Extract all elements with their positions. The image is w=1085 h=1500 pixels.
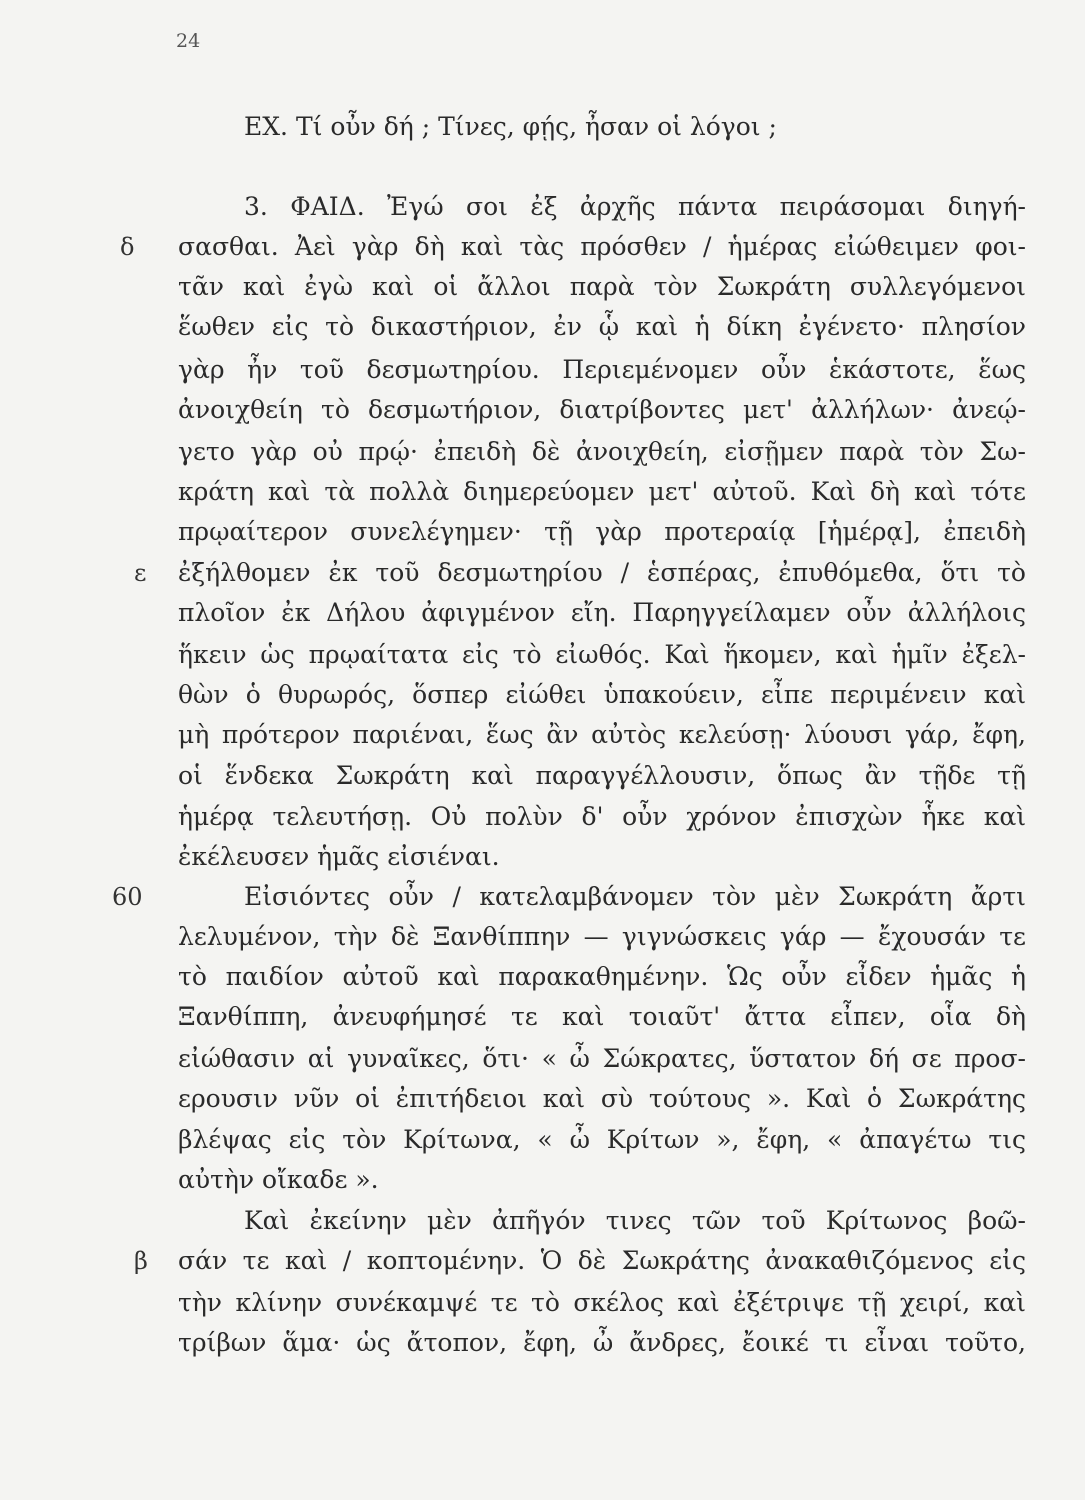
text-line: γετο γὰρ οὐ πρῴ· ἐπειδὴ δὲ ἀνοιχθείη, εἰσῇμεν παρὰ τὸν Σω-	[178, 437, 1026, 466]
text-line: Ξανθίππη, ἀνευφήμησέ τε καὶ τοιαῦτ' ἄττα εἶπεν, οἷα δὴ	[178, 1002, 1026, 1031]
text-line: κράτη καὶ τὰ πολλὰ διημερεύομεν μετ' αὐτοῦ. Καὶ δὴ καὶ τότε	[178, 477, 1026, 506]
text-line: σάν τε καὶ / κοπτομένην. Ὁ δὲ Σωκράτης ἀνακαθιζόμενος εἰς	[178, 1246, 1026, 1275]
text-line: αὐτὴν οἴκαδε ».	[178, 1165, 379, 1194]
text-line: σασθαι. Ἀεὶ γὰρ δὴ καὶ τὰς πρόσθεν / ἡμέρας εἰώθειμεν φοι-	[178, 232, 1026, 261]
margin-mark-delta: δ	[120, 233, 135, 261]
text-line: οἱ ἕνδεκα Σωκράτη καὶ παραγγέλλουσιν, ὅπως ἂν τῇδε τῇ	[178, 761, 1026, 790]
text-line: ἐξήλθομεν ἐκ τοῦ δεσμωτηρίου / ἑσπέρας, ἐπυθόμεθα, ὅτι τὸ	[178, 558, 1026, 587]
page-number: 24	[176, 30, 201, 52]
margin-mark-beta: β	[134, 1247, 148, 1275]
text-line: πλοῖον ἐκ Δήλου ἀφιγμένον εἴη. Παρηγγείλαμεν οὖν ἀλλήλοις	[178, 598, 1026, 627]
text-line: ἐκέλευσεν ἡμᾶς εἰσιέναι.	[178, 842, 500, 871]
text-line: τὴν κλίνην συνέκαμψέ τε τὸ σκέλος καὶ ἐξέτριψε τῇ χειρί, καὶ	[178, 1288, 1026, 1317]
text-line: λελυμένον, τὴν δὲ Ξανθίππην — γιγνώσκεις γάρ — ἔχουσάν τε	[178, 922, 1026, 951]
text-line: θὼν ὁ θυρωρός, ὅσπερ εἰώθει ὑπακούειν, εἶπε περιμένειν καὶ	[178, 680, 1026, 709]
text-line: ἕωθεν εἰς τὸ δικαστήριον, ἐν ᾧ καὶ ἡ δίκη ἐγένετο· πλησίον	[178, 312, 1026, 341]
margin-mark-60: 60	[112, 883, 143, 911]
text-line: ἡμέρᾳ τελευτήσῃ. Οὐ πολὺν δ' οὖν χρόνον ἐπισχὼν ἧκε καὶ	[178, 802, 1026, 831]
margin-mark-epsilon: ε	[134, 559, 147, 587]
text-line: ἀνοιχθείη τὸ δεσμωτήριον, διατρίβοντες μετ' ἀλλήλων· ἀνεῴ-	[178, 395, 1026, 424]
text-line: εἰώθασιν αἱ γυναῖκες, ὅτι· « ὦ Σώκρατες, ὕστατον δή σε προσ-	[178, 1044, 1026, 1073]
text-line: μὴ πρότερον παριέναι, ἕως ἂν αὐτὸς κελεύσῃ· λύουσι γάρ, ἔφη,	[178, 720, 1026, 749]
text-line: 3. ΦΑΙΔ. Ἐγώ σοι ἐξ ἀρχῆς πάντα πειράσομαι διηγή-	[244, 192, 1026, 221]
text-line: τὸ παιδίον αὐτοῦ καὶ παρακαθημένην. Ὡς οὖν εἶδεν ἡμᾶς ἡ	[178, 962, 1026, 991]
text-line: Εἰσιόντες οὖν / κατελαμβάνομεν τὸν μὲν Σωκράτη ἄρτι	[244, 882, 1026, 911]
text-line: Καὶ ἐκείνην μὲν ἀπῆγόν τινες τῶν τοῦ Κρίτωνος βοῶ-	[244, 1206, 1026, 1235]
text-line: πρῳαίτερον συνελέγημεν· τῇ γὰρ προτεραίᾳ [ἡμέρᾳ], ἐπειδὴ	[178, 517, 1026, 546]
text-line: γὰρ ἦν τοῦ δεσμωτηρίου. Περιεμένομεν οὖν ἑκάστοτε, ἕως	[178, 355, 1026, 384]
text-line: ερουσιν νῦν οἱ ἐπιτήδειοι καὶ σὺ τούτους ». Καὶ ὁ Σωκράτης	[178, 1084, 1026, 1113]
text-line: βλέψας εἰς τὸν Κρίτωνα, « ὦ Κρίτων », ἔφη, « ἀπαγέτω τις	[178, 1125, 1026, 1154]
text-line: ΕΧ. Τί οὖν δή ; Τίνες, φῄς, ἦσαν οἱ λόγοι ;	[244, 112, 777, 141]
text-line: ἥκειν ὡς πρῳαίτατα εἰς τὸ εἰωθός. Καὶ ἥκομεν, καὶ ἡμῖν ἐξελ-	[178, 640, 1026, 669]
text-line: τᾶν καὶ ἐγὼ καὶ οἱ ἄλλοι παρὰ τὸν Σωκράτη συλλεγόμενοι	[178, 272, 1026, 301]
text-line: τρίβων ἅμα· ὡς ἄτοπον, ἔφη, ὦ ἄνδρες, ἔοικέ τι εἶναι τοῦτο,	[178, 1328, 1026, 1357]
